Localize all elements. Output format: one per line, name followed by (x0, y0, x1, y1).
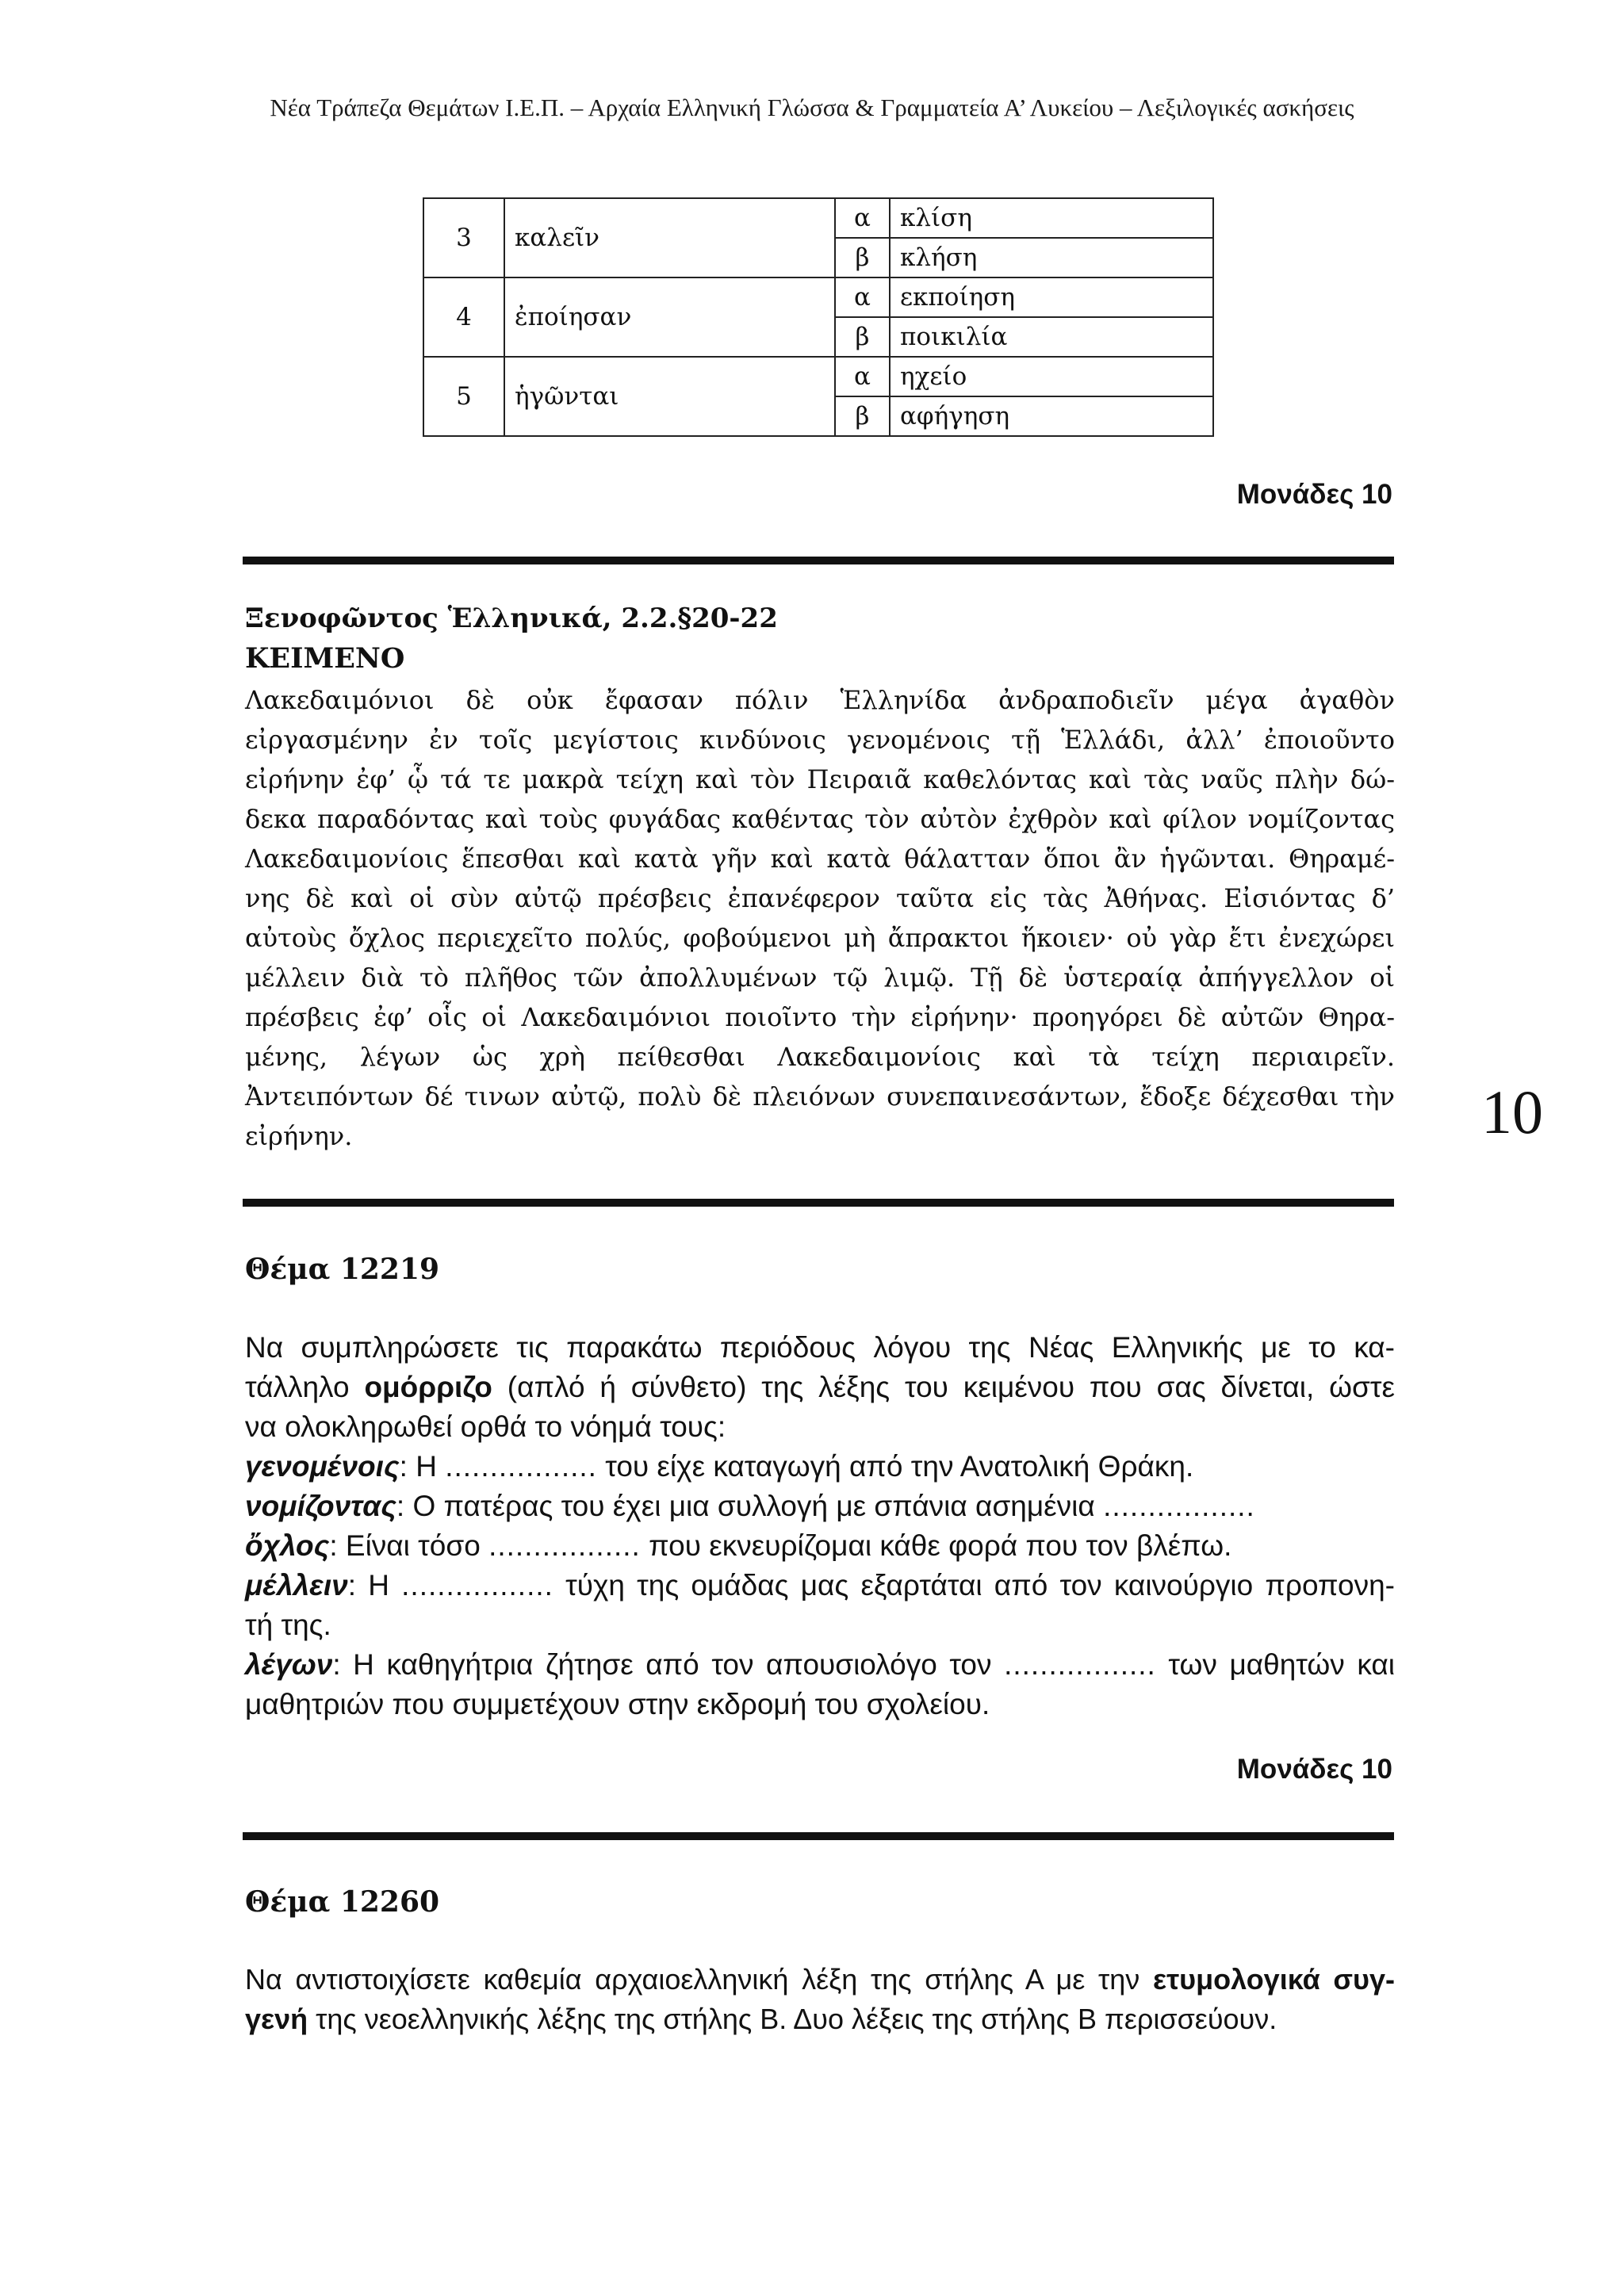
item-keyword: λέγων (245, 1648, 333, 1681)
instruction-line (245, 1368, 1395, 1407)
units-label: Μονάδες 10 (1236, 1754, 1392, 1785)
line-number: 10 (1481, 1077, 1543, 1146)
option-letter: β (835, 317, 890, 357)
instruction-text: Να αντιστοιχίσετε καθεμία αρχαιοελληνική λέξη της στήλης Α με την (245, 1963, 1153, 1996)
item-text: των μαθητών και (1155, 1648, 1396, 1681)
fill-item (245, 1645, 1395, 1685)
item-keyword: γενομένοις (245, 1450, 400, 1483)
vocabulary-table (423, 197, 1214, 437)
item-keyword: μέλλειν (245, 1569, 348, 1601)
item-text: : Η (399, 1450, 446, 1483)
fill-item-continuation: τή της. (245, 1609, 331, 1641)
item-text: : Η καθηγήτρια ζήτησε από τον απουσιολόγο τον (332, 1648, 1005, 1681)
exercise-body (245, 1328, 1395, 1724)
text-line: δεκα παραδόντας καὶ τοὺς φυγάδας καθέντας τὸν αὐτὸν ἐχθρὸν καὶ φίλον νομίζοντας (245, 804, 1395, 834)
item-number: 5 (423, 357, 504, 436)
fill-item-continuation: μαθητριών που συμμετέχουν στην εκδρομή του σχολείου. (245, 1688, 990, 1720)
text-line: Ἀντειπόντων δέ τινων αὐτῷ, πολὺ δὲ πλειόνων συνεπαινεσάντων, ἔδοξε δέχεσθαι τὴν (245, 1081, 1395, 1112)
section-divider (243, 1832, 1394, 1840)
table-row (423, 198, 1213, 238)
table-row (423, 277, 1213, 317)
instruction-text: της νεοελληνικής λέξης της στήλης Β. Δυο λέξεις της στήλης Β περισσεύουν. (308, 2003, 1277, 2035)
exercise-title: Θέμα 12219 (245, 1253, 440, 1286)
option-word: ποικιλία (890, 317, 1213, 357)
item-number: 4 (423, 277, 504, 357)
running-header: Νέα Τράπεζα Θεμάτων Ι.Ε.Π. – Αρχαία Ελληνική Γλώσσα & Γραμματεία Α’ Λυκείου – Λεξιλογικές ασκήσεις (270, 94, 1354, 121)
text-line: εἰρήνην ἐφ’ ᾧ τά τε μακρὰ τείχη καὶ τὸν Πειραιᾶ καθελόντας καὶ τὰς ναῦς πλὴν δώ- (245, 764, 1395, 794)
instruction-line (245, 1960, 1395, 1999)
source-heading: ΚΕΙΜΕΝΟ (245, 642, 405, 675)
option-word: εκποίηση (890, 277, 1213, 317)
instruction-text: (απλό ή σύνθετο) της λέξης του κειμένου που σας δίνεται, ώστε (492, 1371, 1395, 1403)
option-letter: α (835, 277, 890, 317)
item-number: 3 (423, 198, 504, 277)
fill-item (245, 1487, 1395, 1526)
instruction-line: να ολοκληρωθεί ορθά το νόημά τους: (245, 1410, 726, 1443)
option-letter: β (835, 396, 890, 436)
option-word: κλήση (890, 238, 1213, 277)
blank-field: ................. (445, 1450, 597, 1483)
option-letter: β (835, 238, 890, 277)
item-text: τύχη της ομάδας μας εξαρτάται από τον καινούργιο προπονη- (553, 1569, 1396, 1601)
ancient-word: καλεῖν (504, 198, 835, 277)
text-line: εἰρήνην. (245, 1121, 353, 1151)
blank-field: ................. (1103, 1490, 1255, 1522)
text-line: μέλλειν διὰ τὸ πλῆθος τῶν ἀπολλυμένων τῷ λιμῷ. Τῇ δὲ ὑστεραίᾳ ἀπήγγελλον οἱ (245, 962, 1395, 993)
fill-item (245, 1566, 1395, 1605)
text-line: νης δὲ καὶ οἱ σὺν αὐτῷ πρέσβεις ἐπανέφερον ταῦτα εἰς τὰς Ἀθήνας. Εἰσιόντας δ’ (245, 883, 1395, 913)
fill-item (245, 1526, 1395, 1566)
fill-item (245, 1447, 1395, 1487)
ancient-text (245, 680, 1395, 1156)
exercise-title: Θέμα 12260 (245, 1885, 440, 1919)
option-letter: α (835, 198, 890, 238)
source-title: Ξενοφῶντος Ἑλληνικά, 2.2.§20-22 (245, 603, 778, 634)
ancient-word: ἐποίησαν (504, 277, 835, 357)
item-text: του είχε καταγωγή από την Ανατολική Θράκη. (596, 1450, 1194, 1483)
item-keyword: νομίζοντας (245, 1490, 396, 1522)
item-text: : Είναι τόσο (329, 1529, 489, 1562)
keyword-etymology: γενή (245, 2003, 308, 2035)
text-line: εἰργασμένην ἐν τοῖς μεγίστοις κινδύνοις γενομένοις τῇ Ἑλλάδι, ἀλλ’ ἐποιοῦντο (245, 725, 1395, 755)
text-line: πρέσβεις ἐφ’ οἷς οἱ Λακεδαιμόνιοι ποιοῖντο τὴν εἰρήνην· προηγόρει δὲ αὐτῶν Θηρα- (245, 1002, 1395, 1032)
table-row (423, 357, 1213, 396)
text-line: Λακεδαιμονίοις ἕπεσθαι καὶ κατὰ γῆν καὶ κατὰ θάλατταν ὅποι ἂν ἡγῶνται. Θηραμέ- (245, 844, 1395, 874)
blank-field: ................. (488, 1529, 641, 1562)
item-text: : Η (347, 1569, 402, 1601)
option-letter: α (835, 357, 890, 396)
option-word: αφήγηση (890, 396, 1213, 436)
text-line: μένης, λέγων ὡς χρὴ πείθεσθαι Λακεδαιμονίοις καὶ τὰ τείχη περιαιρεῖν. (245, 1042, 1395, 1072)
blank-field: ................. (401, 1569, 553, 1601)
blank-field: ................. (1004, 1648, 1156, 1681)
section-divider (243, 557, 1394, 564)
section-divider (243, 1199, 1394, 1207)
units-label: Μονάδες 10 (1236, 479, 1392, 510)
item-text: που εκνευρίζομαι κάθε φορά που τον βλέπω. (640, 1529, 1232, 1562)
item-keyword: ὄχλος (245, 1529, 330, 1562)
option-word: κλίση (890, 198, 1213, 238)
instruction-line (245, 1999, 1395, 2039)
ancient-word: ἡγῶνται (504, 357, 835, 436)
instruction-text: τάλληλο (245, 1371, 365, 1403)
text-line: αὐτοὺς ὄχλος περιεχεῖτο πολύς, φοβούμενοι μὴ ἄπρακτοι ἥκοιεν· οὐ γὰρ ἔτι ἐνεχώρει (245, 923, 1395, 953)
option-word: ηχείο (890, 357, 1213, 396)
exercise-body (245, 1960, 1395, 2039)
keyword-homorrizo: ομόρριζο (364, 1371, 492, 1403)
item-text: : Ο πατέρας του έχει μια συλλογή με σπάνια ασημένια (396, 1490, 1104, 1522)
text-line: Λακεδαιμόνιοι δὲ οὐκ ἔφασαν πόλιν Ἑλληνίδα ἀνδραποδιεῖν μέγα ἀγαθὸν (245, 685, 1395, 715)
instruction-line: Να συμπληρώσετε τις παρακάτω περιόδους λόγου της Νέας Ελληνικής με το κα- (245, 1331, 1395, 1364)
keyword-etymology: ετυμολογικά συγ- (1152, 1963, 1395, 1996)
